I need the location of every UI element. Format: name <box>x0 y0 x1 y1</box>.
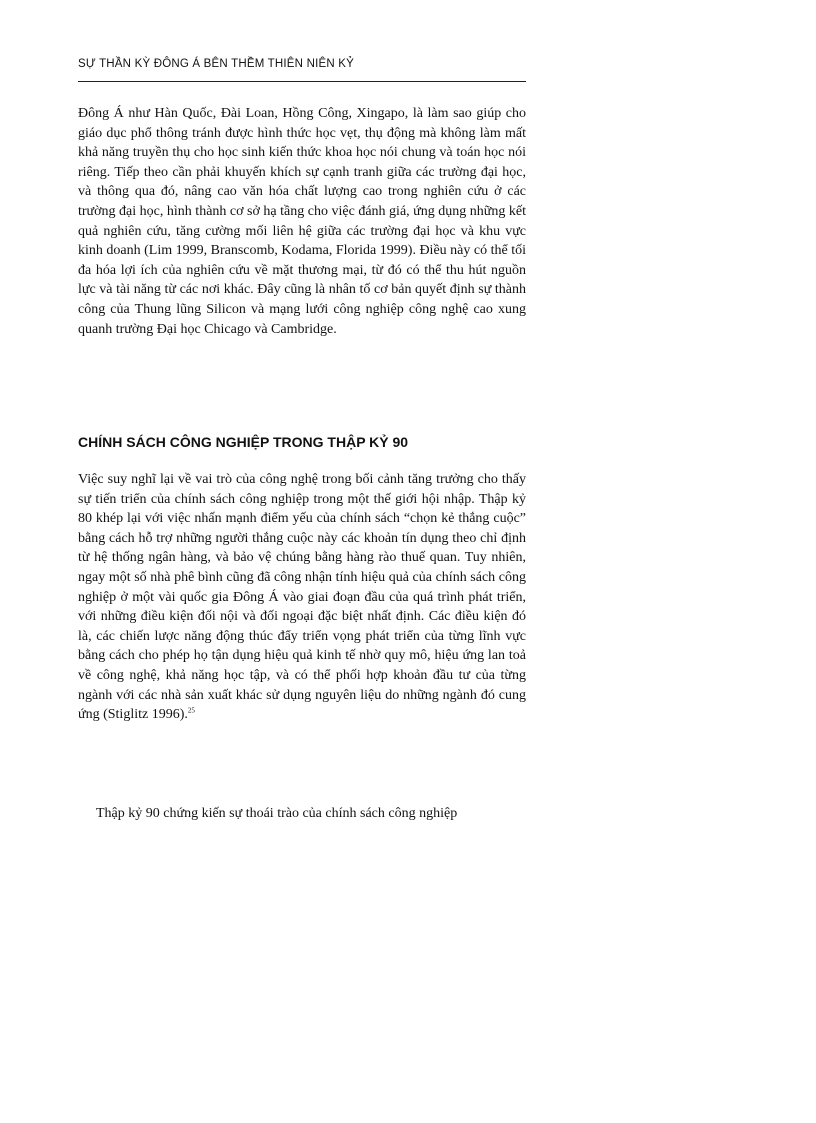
footnote-reference: 25 <box>187 706 195 715</box>
paragraph-next-start: Thập kỷ 90 chứng kiến sự thoái trào của chính sách công nghiệp <box>96 806 458 821</box>
running-header: SỰ THẦN KỲ ĐÔNG Á BÊN THỀM THIÊN NIÊN KỶ <box>78 58 354 70</box>
paragraph-intro-continuation: Đông Á như Hàn Quốc, Đài Loan, Hồng Công, Xingapo, là làm sao giúp cho giáo dục phổ thông tránh được hình thức học vẹt, thụ động mà không làm mất khả năng truyền thụ cho học sinh kiến thức khoa học nói chung và toán học nói riêng. Tiếp theo cần phải khuyến khích sự cạnh tranh giữa các trường đại học, và thông qua đó, nâng cao văn hóa chất lượng cao trong nghiên cứu ở các trường đại học, hình thành cơ sở hạ tầng cho việc đánh giá, ứng dụng những kết quả nghiên cứu, tăng cường mối liên hệ giữa các trường đại học và khu vực kinh doanh (Lim 1999, Branscomb, Kodama, Florida 1999). Điều này có thể tối đa hóa lợi ích của nghiên cứu về mặt thương mại, từ đó có thể thu hút nguồn lực và tài năng từ các nơi khác. Đây cũng là nhân tố cơ bản quyết định sự thành công của Thung lũng Silicon và mạng lưới công nghiệp công nghệ cao xung quanh trường Đại học Chicago và Cambridge. <box>78 106 526 337</box>
paragraph-section-body <box>78 470 526 725</box>
paragraph-section-body-text: Việc suy nghĩ lại về vai trò của công nghệ trong bối cảnh tăng trưởng cho thấy sự tiến triển của chính sách công nghiệp trong một thế giới hội nhập. Thập kỷ 80 khép lại với việc nhấn mạnh điểm yếu của chính sách “chọn kẻ thắng cuộc” bằng cách hỗ trợ những người thắng cuộc này các khoản tín dụng theo chỉ định từ hệ thống ngân hàng, và bảo vệ chúng bằng hàng rào thuế quan. Tuy nhiên, ngay một số nhà phê bình cũng đã công nhận tính hiệu quả của chính sách công nghiệp ở một vài quốc gia Đông Á vào giai đoạn đầu của quá trình phát triển, với những điều kiện đối nội và đối ngoại đặc biệt nhất định. Các điều kiện đó là, các chiến lược năng động thúc đẩy triển vọng phát triển của từng lĩnh vực bằng cách cho phép họ tận dụng hiệu quả kinh tế nhờ quy mô, hiệu ứng lan toả về công nghệ, khả năng học tập, và có thể phối hợp khoản đầu tư của từng ngành với các nhà sản xuất khác sử dụng nguyên liệu do những ngành đó cung ứng (Stiglitz 1996). <box>78 472 526 723</box>
section-heading: CHÍNH SÁCH CÔNG NGHIỆP TRONG THẬP KỶ 90 <box>78 434 409 450</box>
header-rule <box>78 81 526 82</box>
